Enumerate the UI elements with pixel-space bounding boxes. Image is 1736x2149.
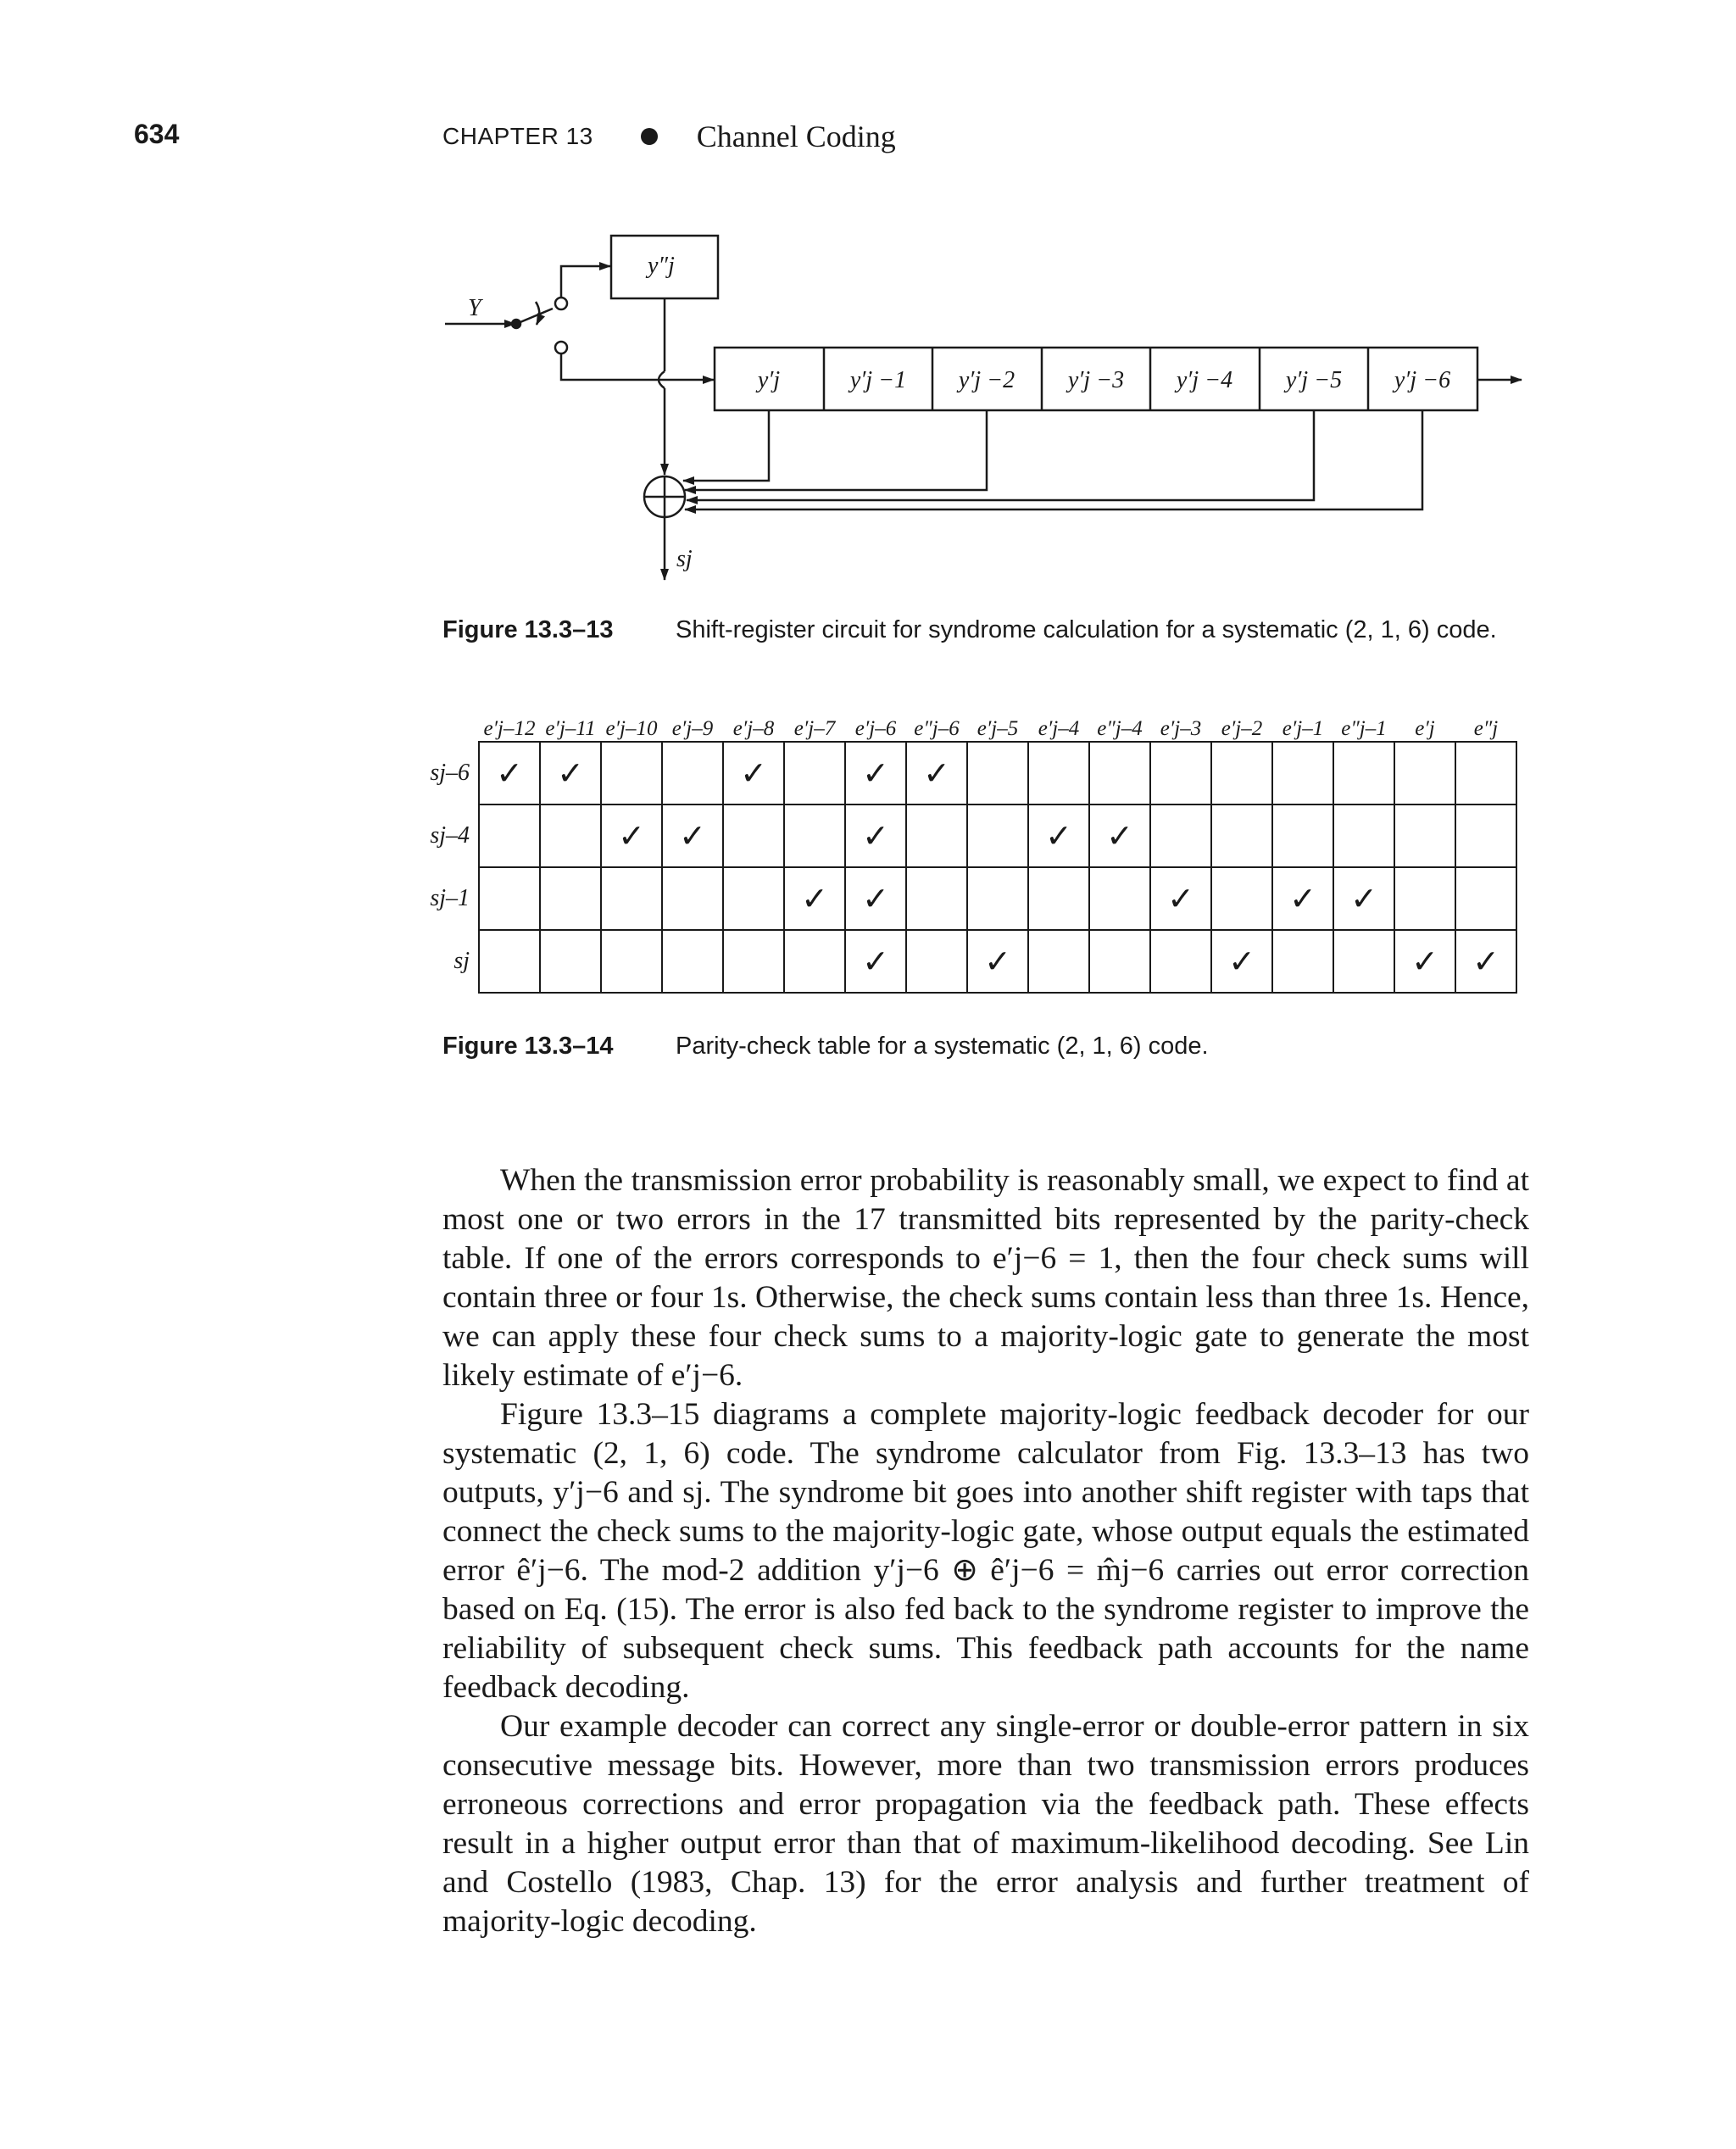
paragraph-1: When the transmission error probability is reasonably small, we expect to find at most one or two errors in the 17 transmitted bits represented by the parity-check table. If one of the errors corresponds to e′j−6 = 1, then the four check sums will contain three or four 1s. Otherwise, the check sums contain less than three 1s. Hence, we can apply these four check sums to a majority-logic gate to generate the most likely estimate of e′j−6. [442, 1163, 1529, 1393]
register-label-5: y′j −5 [1285, 367, 1343, 393]
body-text [442, 1161, 1529, 1941]
table-cell: ✓ [845, 804, 906, 867]
table-corner [407, 700, 479, 742]
register-label-3: y′j −3 [1067, 367, 1125, 393]
column-header: e′j–6 [854, 717, 897, 740]
column-header: e′j–1 [1282, 717, 1324, 740]
table-cell: ✓ [1028, 804, 1089, 867]
table-cell [1333, 742, 1394, 804]
output-label: sj [676, 546, 693, 572]
row-label: sj [453, 948, 470, 974]
switch-contact-top [555, 298, 567, 309]
column-header: e′j [1415, 717, 1435, 740]
page-number: 634 [134, 119, 180, 149]
table-row [407, 804, 1516, 867]
switch-blade [516, 309, 553, 324]
table-cell [784, 930, 845, 993]
table-cell [601, 742, 662, 804]
table-cell [1150, 804, 1211, 867]
figure1-caption [442, 616, 1497, 644]
register-label-4: y′j −4 [1176, 367, 1233, 393]
line-to-top-register [561, 266, 610, 298]
table-cell [723, 804, 784, 867]
table-cell [723, 867, 784, 930]
figure2-caption [442, 1033, 1209, 1061]
table-cell: ✓ [540, 742, 601, 804]
table-cell: ✓ [967, 930, 1028, 993]
tap-yj-5 [687, 410, 1314, 500]
figure1-caption-text: Shift-register circuit for syndrome calculation for a systematic (2, 1, 6) code. [676, 616, 1497, 643]
table-cell [662, 742, 723, 804]
column-header: e′j–4 [1038, 717, 1080, 740]
column-header: e′j–12 [483, 717, 536, 740]
table-cell [662, 930, 723, 993]
table-cell: ✓ [1272, 867, 1333, 930]
register-label-2: y′j −2 [958, 367, 1015, 393]
figure1-caption-label: Figure 13.3–13 [442, 616, 614, 643]
table-cell [1333, 930, 1394, 993]
column-header: e′j–10 [605, 717, 658, 740]
tap-yj [683, 410, 769, 481]
register-label-1: y′j −1 [849, 367, 907, 393]
table-cell: ✓ [1150, 867, 1211, 930]
table-cell [1150, 742, 1211, 804]
switch-contact-bottom [555, 342, 567, 354]
register-label-0: y′j [757, 367, 781, 393]
column-header: e′j–9 [671, 717, 714, 740]
column-header: e″j–1 [1341, 717, 1387, 740]
table-cell: ✓ [1089, 804, 1150, 867]
table-cell: ✓ [845, 742, 906, 804]
table-cell [1394, 804, 1455, 867]
table-cell [967, 867, 1028, 930]
table-cell [479, 867, 540, 930]
row-label: sj–6 [430, 760, 470, 786]
table-row [407, 742, 1516, 804]
table-cell [1089, 867, 1150, 930]
table-cell: ✓ [662, 804, 723, 867]
column-header: e″j [1473, 717, 1499, 740]
table-cell [784, 804, 845, 867]
table-cell [1272, 742, 1333, 804]
paragraph-3: Our example decoder can correct any single-error or double-error pattern in six consecutive message bits. However, more than two transmission errors produces erroneous corrections and error propagation via the feedback path. These effects result in a higher output error than that of maximum-likelihood decoding. See Lin and Costello (1983, Chap. 13) for the error analysis and further treatment of majority-logic decoding. [442, 1709, 1529, 1939]
table-cell [1089, 742, 1150, 804]
table-cell [601, 867, 662, 930]
table-cell [1272, 804, 1333, 867]
table-header-row [407, 700, 1516, 742]
table-cell: ✓ [1333, 867, 1394, 930]
table-cell [967, 742, 1028, 804]
table-cell [1394, 742, 1455, 804]
table-row [407, 867, 1516, 930]
column-header: e′j–8 [732, 717, 775, 740]
chapter-title: Channel Coding [696, 120, 896, 153]
figure2-caption-label: Figure 13.3–14 [442, 1033, 614, 1060]
tap-yj-2 [685, 410, 987, 490]
table-cell: ✓ [1455, 930, 1516, 993]
shift-register-circuit [0, 0, 1736, 610]
table-cell [906, 930, 967, 993]
column-header: e″j–4 [1097, 717, 1143, 740]
table-cell [662, 867, 723, 930]
table-cell [1028, 742, 1089, 804]
table-cell [1455, 804, 1516, 867]
column-header: e′j–5 [976, 717, 1019, 740]
table-cell: ✓ [1211, 930, 1272, 993]
table-cell [906, 804, 967, 867]
table-cell [540, 867, 601, 930]
table-cell [479, 804, 540, 867]
table-cell [1272, 930, 1333, 993]
table-cell [540, 804, 601, 867]
table-cell [1211, 804, 1272, 867]
table-cell [540, 930, 601, 993]
line-to-register-chain [561, 354, 714, 380]
table-cell [1333, 804, 1394, 867]
table-cell [723, 930, 784, 993]
row-label: sj–1 [430, 885, 470, 911]
table-cell [1028, 867, 1089, 930]
table-cell [601, 930, 662, 993]
table-cell [1150, 930, 1211, 993]
table-cell: ✓ [845, 867, 906, 930]
tap-yj-6 [685, 410, 1422, 509]
chapter-label: CHAPTER 13 [442, 123, 593, 149]
table-cell: ✓ [723, 742, 784, 804]
table-cell [1089, 930, 1150, 993]
switch-arrow [536, 302, 539, 325]
column-header: e′j–2 [1221, 717, 1263, 740]
parity-check-table [407, 700, 1517, 994]
input-label: Y [468, 295, 481, 321]
table-cell: ✓ [1394, 930, 1455, 993]
table-cell: ✓ [906, 742, 967, 804]
top-register-label: y″j [648, 253, 675, 279]
column-header: e′j–3 [1160, 717, 1202, 740]
table-cell [784, 742, 845, 804]
table-row [407, 930, 1516, 993]
column-header: e″j–6 [914, 717, 960, 740]
table-cell: ✓ [784, 867, 845, 930]
table-cell [1455, 742, 1516, 804]
figure2-caption-text: Parity-check table for a systematic (2, 1, 6) code. [676, 1033, 1209, 1060]
column-header: e′j–7 [793, 717, 836, 740]
table-cell [1394, 867, 1455, 930]
column-header: e′j–11 [545, 717, 596, 740]
table-cell: ✓ [601, 804, 662, 867]
table-cell [1455, 867, 1516, 930]
table-cell [1211, 867, 1272, 930]
table-cell: ✓ [845, 930, 906, 993]
table-cell [1028, 930, 1089, 993]
table-cell [479, 930, 540, 993]
table-cell [967, 804, 1028, 867]
table-cell [1211, 742, 1272, 804]
table-cell [906, 867, 967, 930]
table-cell: ✓ [479, 742, 540, 804]
row-label: sj–4 [430, 822, 470, 849]
paragraph-2: Figure 13.3–15 diagrams a complete majority-logic feedback decoder for our systematic (2, 1, 6) code. The syndrome calculator from Fig. 13.3–13 has two outputs, y′j−6 and sj. The syndrome bit goes into another shift register with taps that connect the check sums to the majority-logic gate, whose output equals the estimated error ê′j−6. The mod-2 addition y′j−6 ⊕ ê′j−6 = m̂j−6 carries out error correction based on Eq. (15). The error is also fed back to the syndrome register to improve the reliability of subsequent check sums. This feedback path accounts for the name feedback decoding. [442, 1397, 1529, 1705]
register-label-6: y′j −6 [1394, 367, 1451, 393]
